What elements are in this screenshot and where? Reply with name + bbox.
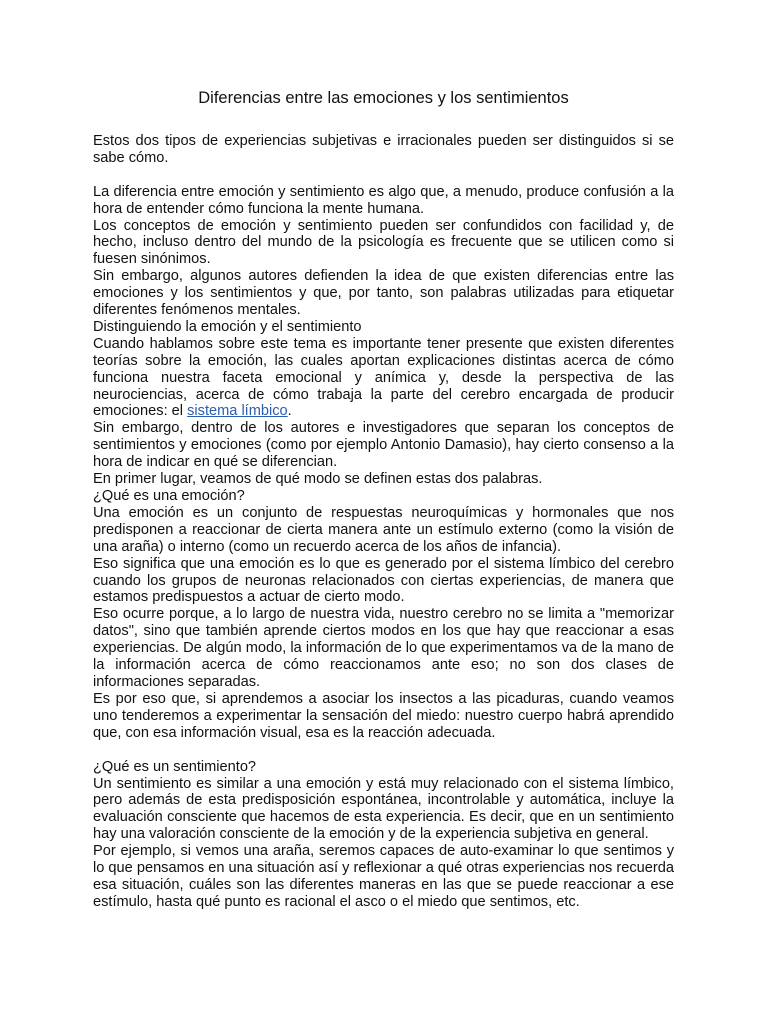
- paragraph-5: Sin embargo, dentro de los autores e investigadores que separan los conceptos de sentimientos y emociones (como por ejemplo Antonio Damasio), hay cierto consenso a la hora de indicar en qué se diferencian.: [93, 420, 674, 471]
- paragraph-10: Es por eso que, si aprendemos a asociar los insectos a las picaduras, cuando veamos uno tenderemos a experimentar la sensación del miedo: nuestro cuerpo habrá aprendido que, con esa información visual, esa es la reacción adecuada.: [93, 690, 674, 741]
- paragraph-8: Eso significa que una emoción es lo que es generado por el sistema límbico del cerebro cuando los grupos de neuronas relacionados con ciertas experiencias, de manera que estamos predispuestos a actuar de cierto modo.: [93, 555, 674, 606]
- paragraph-spacer: [93, 742, 674, 759]
- paragraph-12: Por ejemplo, si vemos una araña, seremos capaces de auto-examinar lo que sentimos y lo que pensamos en una situación así y reflexionar a qué otras experiencias nos recuerda esa situación, cuáles son las diferentes maneras en las que se puede reaccionar a ese estímulo, hasta qué punto es racional el asco o el miedo que sentimos, etc.: [93, 843, 674, 910]
- paragraph-6: En primer lugar, veamos de qué modo se definen estas dos palabras.: [93, 471, 543, 488]
- paragraph-3: Sin embargo, algunos autores defienden la idea de que existen diferencias entre las emociones y los sentimientos y que, por tanto, son palabras utilizadas para etiquetar diferentes fenómenos mentales.: [93, 268, 674, 319]
- paragraph-spacer: [93, 167, 674, 184]
- section-heading-feeling: ¿Qué es un sentimiento?: [93, 758, 257, 775]
- paragraph-2: Los conceptos de emoción y sentimiento pueden ser confundidos con facilidad y, de hecho, incluso dentro del mundo de la psicología es frecuente que se utilicen como si fuesen sinónimos.: [93, 217, 674, 268]
- paragraph-7: Una emoción es un conjunto de respuestas neuroquímicas y hormonales que nos predisponen a reaccionar de cierta manera ante un estímulo externo (como la visión de una araña) o interno (como un recuerdo acerca de los años de infancia).: [93, 504, 674, 555]
- paragraph-4-end: .: [287, 403, 292, 420]
- limbic-system-link[interactable]: sistema límbico: [187, 403, 288, 420]
- intro-paragraph: Estos dos tipos de experiencias subjetivas e irracionales pueden ser distinguidos si se sabe cómo.: [93, 133, 674, 166]
- paragraph-4-text: Cuando hablamos sobre este tema es importante tener presente que existen diferentes teorías sobre la emoción, las cuales aportan explicaciones distintas acerca de cómo funciona nuestra faceta emocional y anímica y, desde la perspectiva de las neurociencias, acerca de cómo trabaja la parte del cerebro encargada de producir emociones: el: [93, 335, 674, 420]
- paragraph-9: Eso ocurre porque, a lo largo de nuestra vida, nuestro cerebro no se limita a "memorizar datos", sino que también aprende ciertos modos en los que hay que reaccionar a esas experiencias. De algún modo, la información de lo que experimentamos va de la mano de la información acerca de cómo reaccionamos ante eso; no son dos clases de informaciones separadas.: [93, 606, 674, 690]
- paragraph-4: [93, 336, 674, 421]
- paragraph-11: Un sentimiento es similar a una emoción y está muy relacionado con el sistema límbico, pero además de esta predisposición espontánea, incontrolable y automática, incluye la evaluación consciente que hacemos de esta experiencia. Es decir, que en un sentimiento hay una valoración consciente de la emoción y de la experiencia subjetiva en general.: [93, 775, 674, 843]
- paragraph-1: La diferencia entre emoción y sentimiento es algo que, a menudo, produce confusión a la hora de entender cómo funciona la mente humana.: [93, 183, 674, 217]
- section-heading-emotion: ¿Qué es una emoción?: [93, 488, 245, 505]
- section-heading-distinguishing: Distinguiendo la emoción y el sentimiento: [93, 318, 362, 335]
- document-title: Diferencias entre las emociones y los sentimientos: [198, 89, 569, 107]
- document-page: [93, 88, 674, 911]
